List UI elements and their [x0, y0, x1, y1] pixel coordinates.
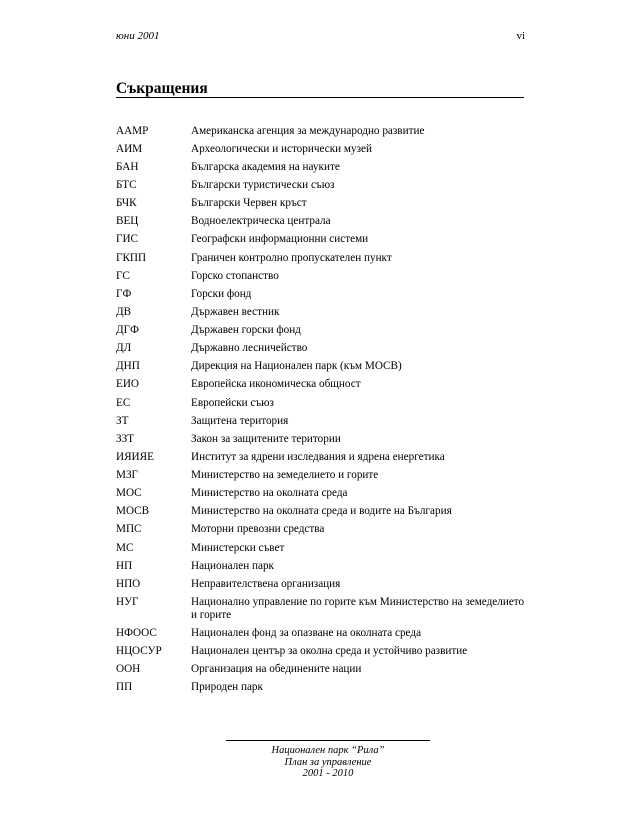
abbreviation-row — [116, 593, 526, 624]
abbreviation-row — [116, 358, 526, 376]
abbreviation-term: НФООС — [116, 627, 157, 640]
abbreviation-row — [116, 267, 526, 285]
footer-divider — [226, 740, 430, 741]
abbreviation-description: Министерски съвет — [191, 541, 285, 554]
abbreviation-description: Министерство на околната среда и водите на България — [191, 505, 452, 518]
footer-line-1: Национален парк “Рила” — [271, 745, 385, 756]
abbreviation-description: Министерство на земеделието и горите — [191, 469, 379, 482]
abbreviation-row — [116, 340, 526, 358]
abbreviation-term: ООН — [116, 663, 141, 676]
abbreviation-row — [116, 249, 526, 267]
abbreviation-term: НЦОСУР — [116, 645, 162, 658]
abbreviation-description: Географски информационни системи — [191, 233, 369, 246]
abbreviation-term: ГС — [116, 269, 130, 282]
abbreviation-description: Моторни превозни средства — [191, 523, 325, 536]
abbreviation-row — [116, 231, 526, 249]
abbreviation-description: Горско стопанство — [191, 269, 279, 282]
abbreviation-term: ДГФ — [116, 324, 139, 337]
abbreviation-description: Дирекция на Национален парк (към МОСВ) — [191, 360, 402, 373]
abbreviation-row — [116, 213, 526, 231]
abbreviation-description: Закон за защитените територии — [191, 432, 341, 445]
abbreviation-description: Държавен горски фонд — [191, 324, 301, 337]
abbreviation-row — [116, 176, 526, 194]
abbreviation-row — [116, 503, 526, 521]
abbreviation-term: МС — [116, 541, 134, 554]
abbreviation-term: ЗЗТ — [116, 432, 135, 445]
abbreviation-term: ЕС — [116, 396, 131, 409]
abbreviation-term: ГИС — [116, 233, 139, 246]
page-title: Съкращения — [116, 80, 208, 97]
abbreviation-row — [116, 394, 526, 412]
abbreviation-description: Национално управление по горите към Министерство на земеделието и горите — [191, 595, 525, 621]
abbreviation-list — [116, 122, 526, 697]
abbreviation-row — [116, 195, 526, 213]
abbreviation-row — [116, 448, 526, 466]
footer-line-3: 2001 - 2010 — [302, 768, 354, 779]
header-date: юни 2001 — [116, 30, 160, 42]
abbreviation-term: AAMP — [116, 124, 149, 137]
abbreviation-term: ВЕЦ — [116, 215, 139, 228]
abbreviation-description: Неправителствена организация — [191, 577, 341, 590]
title-divider — [116, 97, 524, 98]
abbreviation-row — [116, 679, 526, 697]
abbreviation-description: Защитена територия — [191, 414, 289, 427]
abbreviation-row — [116, 557, 526, 575]
abbreviation-description: Национален парк — [191, 559, 274, 572]
abbreviation-term: ГФ — [116, 287, 132, 300]
abbreviation-term: ГКПП — [116, 251, 147, 264]
abbreviation-description: Американска агенция за международно развитие — [191, 124, 425, 137]
abbreviation-description: Европейска икономическа общност — [191, 378, 361, 391]
abbreviation-term: ИЯИЯЕ — [116, 450, 154, 463]
abbreviation-term: ЕИО — [116, 378, 139, 391]
abbreviation-row — [116, 485, 526, 503]
abbreviation-term: ДЛ — [116, 342, 132, 355]
abbreviation-term: БАН — [116, 160, 139, 173]
abbreviation-row — [116, 122, 526, 140]
abbreviation-description: Организация на обединените нации — [191, 663, 362, 676]
abbreviation-row — [116, 624, 526, 642]
abbreviation-term: АИМ — [116, 142, 143, 155]
abbreviation-description: Граничен контролно пропускателен пункт — [191, 251, 392, 264]
abbreviation-term: ЗТ — [116, 414, 129, 427]
abbreviation-row — [116, 303, 526, 321]
abbreviation-description: Национален център за околна среда и устойчиво развитие — [191, 645, 468, 658]
abbreviation-row — [116, 285, 526, 303]
abbreviation-row — [116, 575, 526, 593]
abbreviation-row — [116, 539, 526, 557]
abbreviation-term: ДВ — [116, 305, 132, 318]
abbreviation-term: МОСВ — [116, 505, 150, 518]
footer-line-2: План за управление — [284, 756, 372, 768]
abbreviation-term: МПС — [116, 523, 142, 536]
abbreviation-term: БТС — [116, 179, 137, 192]
abbreviation-description: Държавен вестник — [191, 305, 280, 318]
abbreviation-row — [116, 140, 526, 158]
abbreviation-description: Български Червен кръст — [191, 197, 307, 210]
abbreviation-description: Археологически и исторически музей — [191, 142, 372, 155]
abbreviation-term: МЗГ — [116, 469, 139, 482]
abbreviation-description: Европейски съюз — [191, 396, 274, 409]
abbreviation-term: БЧК — [116, 197, 137, 210]
abbreviation-row — [116, 521, 526, 539]
abbreviation-description: Природен парк — [191, 681, 263, 694]
abbreviation-description: Национален фонд за опазване на околната среда — [191, 627, 422, 640]
abbreviation-row — [116, 158, 526, 176]
abbreviation-row — [116, 643, 526, 661]
abbreviation-term: НП — [116, 559, 133, 572]
abbreviation-description: Български туристически съюз — [191, 179, 335, 192]
abbreviation-term: НУГ — [116, 595, 139, 608]
abbreviation-row — [116, 321, 526, 339]
abbreviation-term: НПО — [116, 577, 141, 590]
abbreviation-row — [116, 430, 526, 448]
abbreviation-row — [116, 466, 526, 484]
abbreviation-term: ДНП — [116, 360, 140, 373]
abbreviation-description: Министерство на околната среда — [191, 487, 348, 500]
abbreviation-term: МОС — [116, 487, 142, 500]
abbreviation-description: Българска академия на науките — [191, 160, 340, 173]
abbreviation-row — [116, 412, 526, 430]
abbreviation-description: Държавно лесничейство — [191, 342, 308, 355]
abbreviation-row — [116, 661, 526, 679]
abbreviation-description: Водноелектрическа централа — [191, 215, 331, 228]
abbreviation-description: Горски фонд — [191, 287, 252, 300]
footer — [226, 745, 430, 780]
abbreviation-description: Институт за ядрени изследвания и ядрена енергетика — [191, 450, 445, 463]
abbreviation-row — [116, 376, 526, 394]
abbreviation-term: ПП — [116, 681, 133, 694]
page-number: vi — [516, 30, 525, 42]
